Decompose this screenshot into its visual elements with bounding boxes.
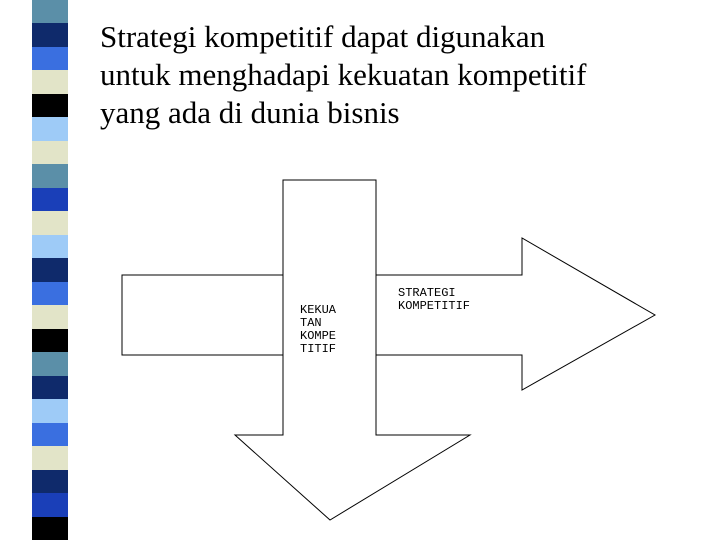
right-arrow (122, 238, 655, 390)
competitive-strategy-label: STRATEGI KOMPETITIF (398, 286, 471, 313)
slide-title: Strategi kompetitif dapat digunakan untuk menghadapi kekuatan kompetitif yang ada di dunia bisnis (100, 19, 587, 130)
competitive-forces-label: KEKUA TAN KOMPE TITIF (300, 303, 337, 356)
